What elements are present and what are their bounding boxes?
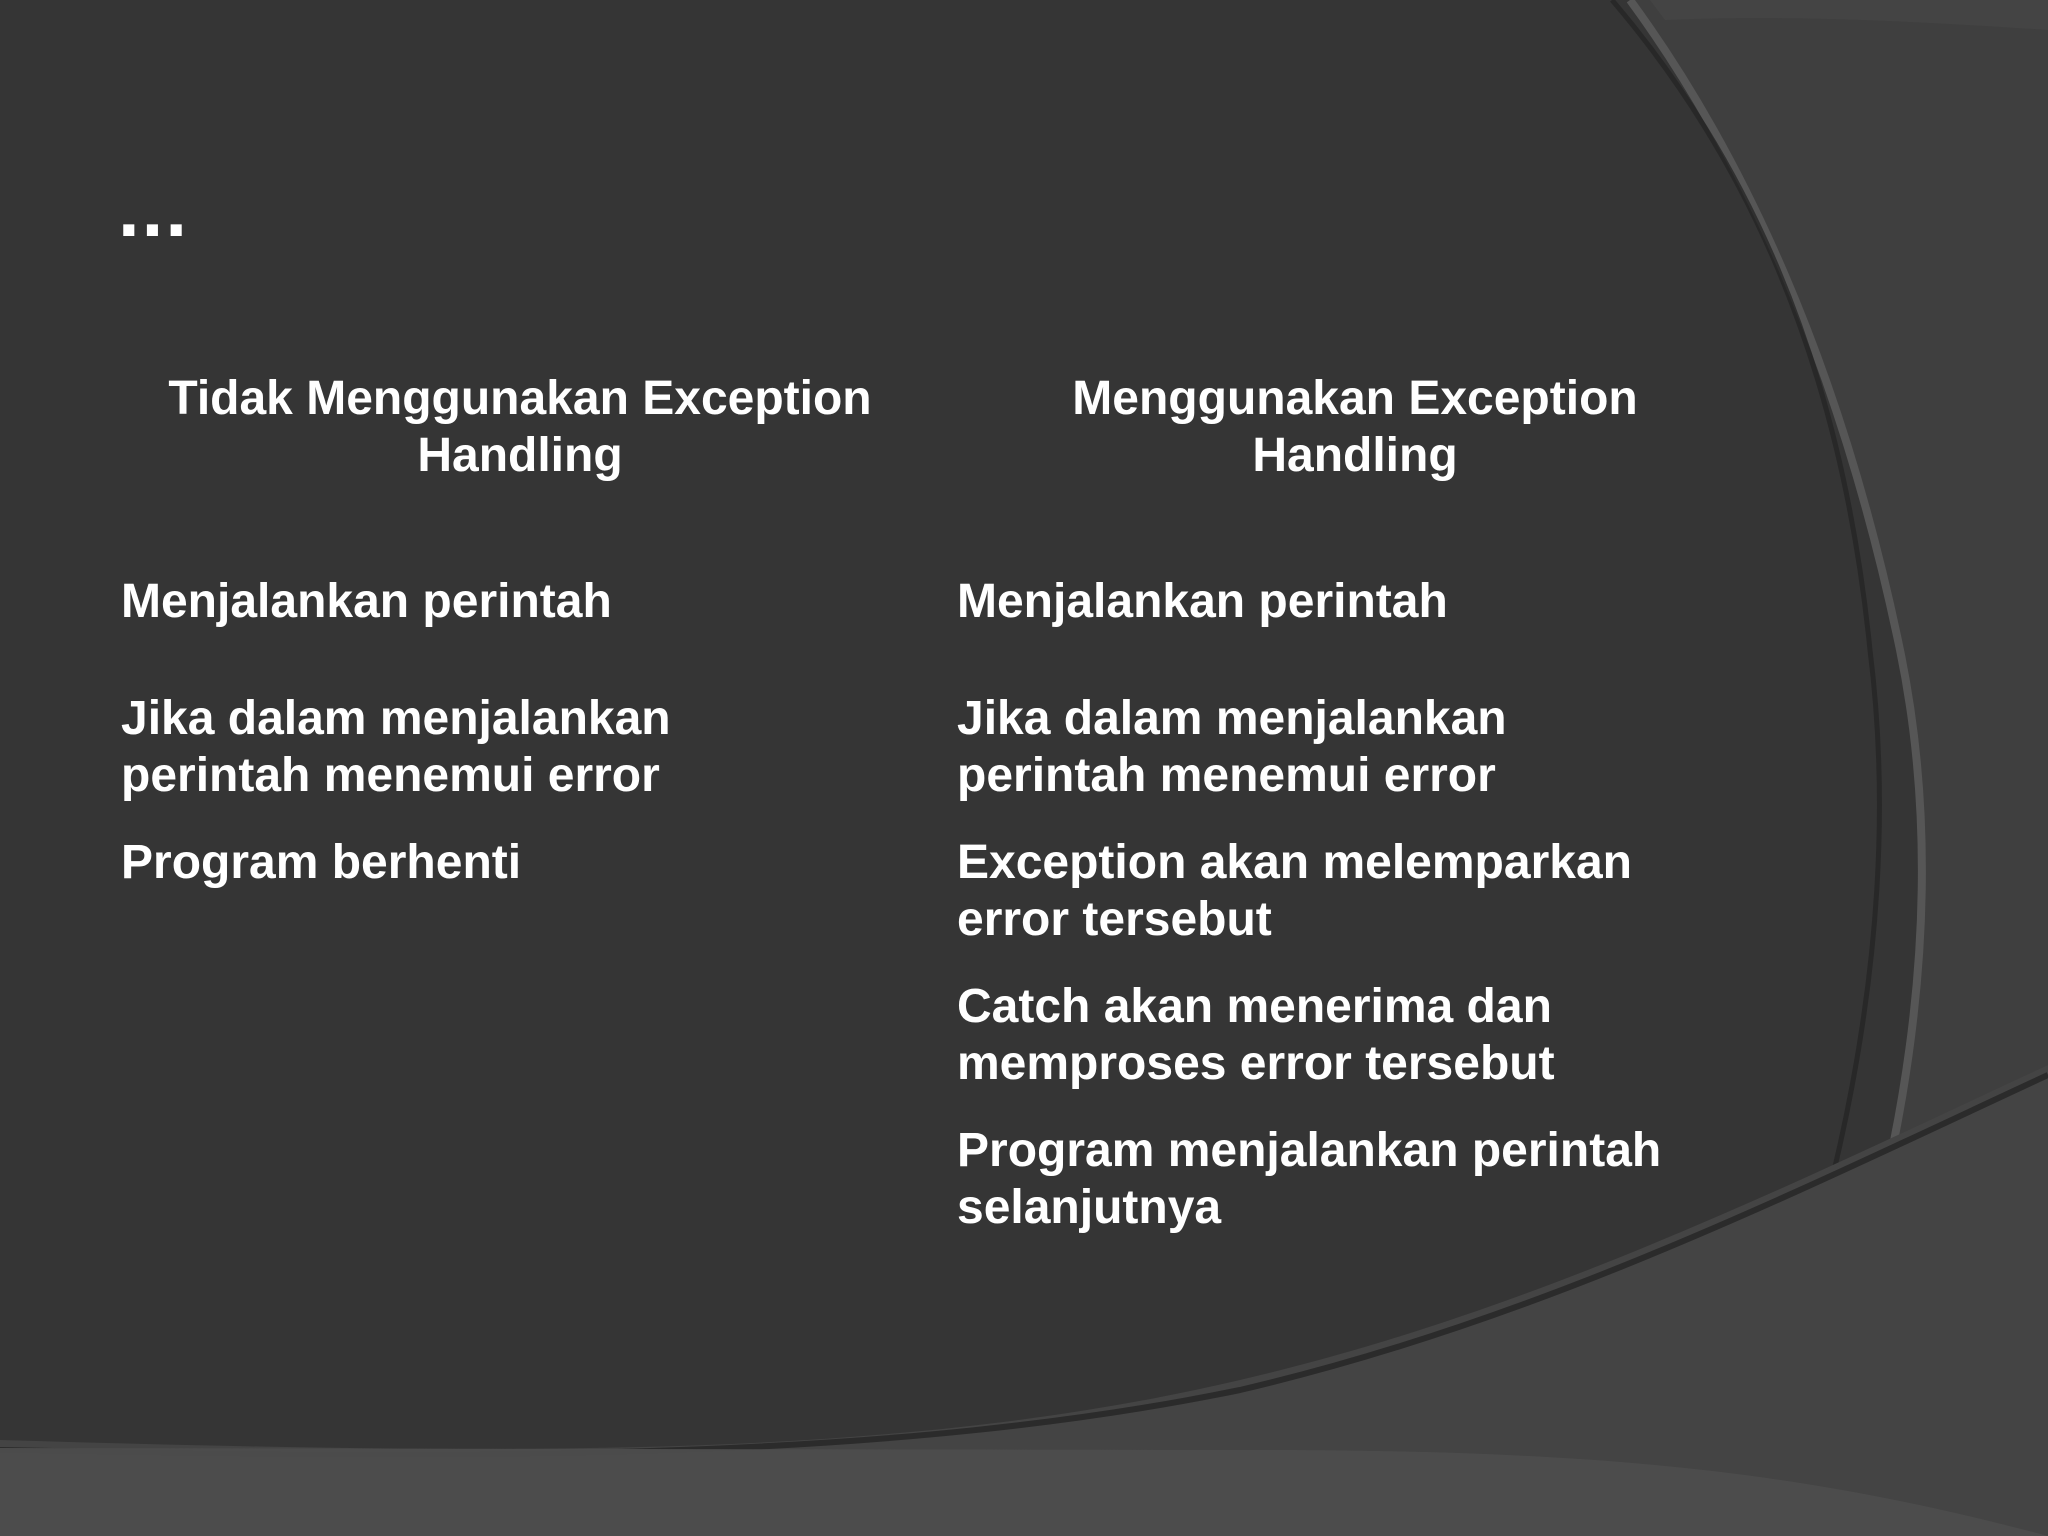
right-column-header: Menggunakan Exception Handling (1072, 372, 1638, 482)
left-item-program-stops: Program berhenti (121, 836, 522, 889)
right-item-error-condition: Jika dalam menjalankan perintah menemui error (957, 692, 1507, 802)
left-column-header: Tidak Menggunakan Exception Handling (168, 372, 872, 482)
slide-title: ... (118, 165, 190, 253)
right-item-execute-command: Menjalankan perintah (957, 575, 1448, 628)
left-item-error-condition: Jika dalam menjalankan perintah menemui error (121, 692, 671, 802)
left-item-execute-command: Menjalankan perintah (121, 575, 612, 628)
right-item-program-continues: Program menjalankan perintah selanjutnya (957, 1124, 1662, 1234)
right-item-exception-throws-error: Exception akan melemparkan error tersebut (957, 836, 1632, 946)
right-item-catch-handles-error: Catch akan menerima dan memproses error tersebut (957, 980, 1555, 1090)
